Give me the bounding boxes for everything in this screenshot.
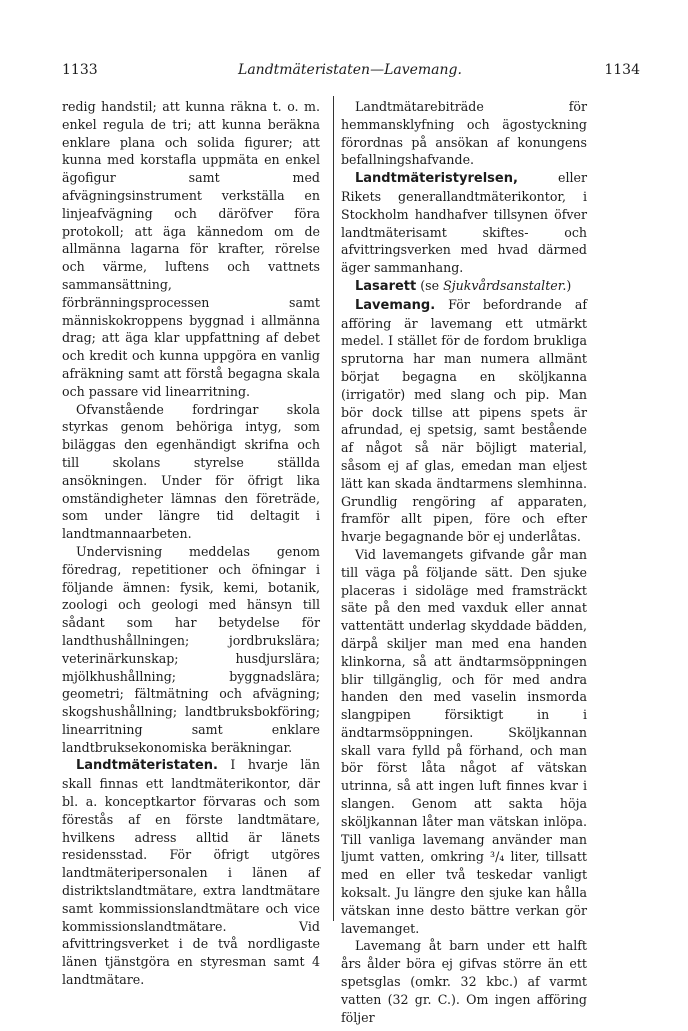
entry-lavemang xyxy=(341,296,587,546)
paragraph: Lavemang åt barn under ett halft års ålder böra ej gifvas större än ett spetsglas (omkr. 32 kbc.) af varmt vatten (32 gr. C.). Om ingen afföring följer xyxy=(341,938,587,1025)
cross-reference: Sjukvårdsanstalter. xyxy=(443,277,567,293)
entry-text: I hvarje län skall finnas ett landtmäterikontor, där bl. a. konceptkartor förvaras och som förestås af en förste landtmätare, hvilkens adress alltid är länets residensstad. För öfrigt utgöres landtmäteripersonalen i länen af distriktslandtmätare, extra landtmätare samt kommissionslandtmätare och vice kommissionslandtmätare. Vid afvittringsverket i de två nordligaste länen tjänstgöra en styresman samt 4 landtmätare. xyxy=(62,757,320,988)
paragraph: Ofvanstående fordringar skola styrkas genom behöriga intyg, som biläggas den egenhändigt skrifna och till skolans styrelse ställda ansökningen. Under för öfrigt lika omständigheter lämnas den företräde, som under längre tid deltagit i landtmannaarbeten. xyxy=(62,401,320,542)
entry-term: Lavemang. xyxy=(355,297,436,313)
page-number-left: 1133 xyxy=(62,62,98,78)
paragraph: Landtmätarebiträde för hemmansklyfning och ägostyckning förordnas på ansökan af konungens befallningshafvande. xyxy=(341,99,587,168)
left-column xyxy=(62,98,320,989)
entry-term: Landtmäteristyrelsen, xyxy=(355,171,518,187)
page-number-right: 1134 xyxy=(604,62,640,78)
entry-text: eller Rikets generallandtmäterikontor, i Stockholm handhafver tillsynen öfver landtmäterisamt skiftes- och afvittringsverken med hvad därmed äger sammanhang. xyxy=(341,170,587,276)
entry-term: Landtmäteristaten. xyxy=(76,758,218,774)
column-divider xyxy=(333,96,334,921)
entry-landtmateristyrelsen xyxy=(341,169,587,277)
paragraph: Undervisning meddelas genom föredrag, repetitioner och öfningar i följande ämnen: fysik, kemi, botanik, zoologi och geologi med hänsyn till sådant som har betydelse för landthushållningen; jordbrukslära; veterinärkunskap; husdjurslära; mjölkhushållning; byggnadslära; geometri; fältmätning och afvägning; skogshushållning; landtbruksbokföring; linearritning samt enklare landtbruksekonomiska beräkningar. xyxy=(62,543,320,755)
page-header xyxy=(56,60,644,84)
entry-text: För befordrande af afföring är lavemang ett utmärkt medel. I stället för de fordom brukliga sprutorna har man numera allmänt börjat begagna en sköljkanna (irrigatör) med slang och pip. Man bör dock tillse att pipens spets är afrundad, ej spetsig, samt bestående af något så när böjligt material, såsom ej af glas, emedan man eljest lätt kan skada ändtarmens slemhinna. Grundlig rengöring af apparaten, framför allt pipen, före och efter hvarje begagnande bör ej underlåtas. xyxy=(341,296,587,545)
entry-text: (se xyxy=(416,277,444,293)
entry-text: ) xyxy=(566,277,572,293)
paragraph: Vid lavemangets gifvande går man till väga på följande sätt. Den sjuke placeras i sidoläge med framsträckt säte på den med vaxduk eller annat vattentätt underlag skyddade bädden, därpå skiljer man med ena handen klinkorna, så att ändtarmsöppningen blir tillgänglig, och för med andra handen den med vaselin insmorda slangpipen försiktigt in i ändtarmsöppningen. Sköljkannan skall vara fylld på förhand, och man bör först låta något af vätskan utrinna, så att ingen luft finnes kvar i slangen. Genom att sakta höja sköljkannan låter man vätskan inlöpa. Till vanliga lavemang använder man ljumt vatten, omkring ³/₄ liter, tillsatt med en eller två teskedar vanligt koksalt. Ju längre den sjuke kan hålla vätskan inne desto bättre verkan gör lavemanget. xyxy=(341,546,587,936)
running-title: Landtmäteristaten—Lavemang. xyxy=(238,62,462,78)
entry-lasarett xyxy=(341,277,587,296)
right-column xyxy=(341,98,587,1026)
entry-term: Lasarett xyxy=(355,278,417,294)
paragraph: redig handstil; att kunna räkna t. o. m. enkel regula de tri; att kunna beräkna enklare plana och solida figurer; att kunna med korstafla uppmäta en enkel ägofigur samt med afvägningsinstrument verkställa en linjeafvägning och däröfver föra protokoll; att äga kännedom om de allmänna lagarna för krafter, rörelse och värme, luftens och vattnets sammansättning, förbränningsprocessen samt människokroppens byggnad i allmänna drag; att äga klar uppfattning af debet och kredit och kunna uppgöra en vanlig afräkning samt att förstå begagna skala och passare vid linearritning. xyxy=(62,99,320,399)
entry-landtmateristaten xyxy=(62,756,320,988)
